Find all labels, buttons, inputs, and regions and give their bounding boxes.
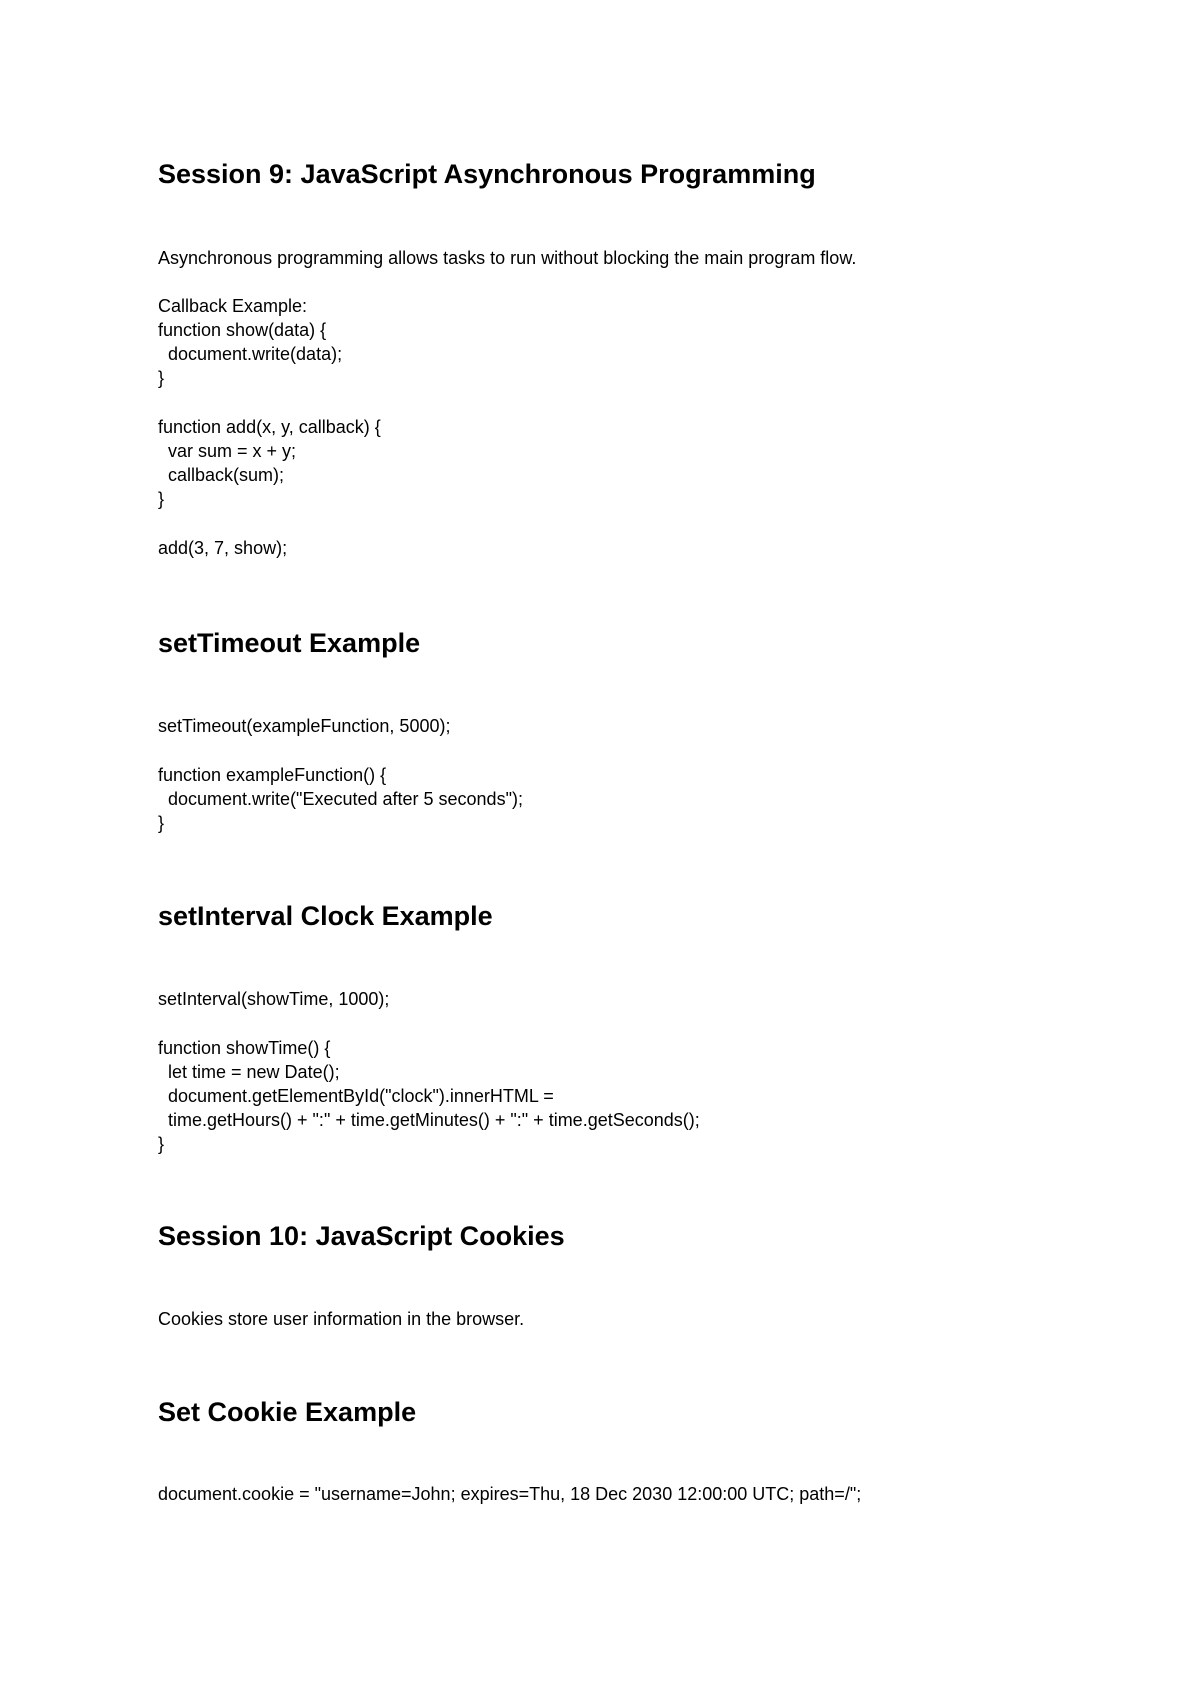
setinterval-heading: setInterval Clock Example xyxy=(158,901,493,931)
code-line: } xyxy=(158,368,165,388)
code-line: function show(data) { xyxy=(158,320,327,340)
code-line: document.cookie = "username=John; expires=Thu, 18 Dec 2030 12:00:00 UTC; path=/"; xyxy=(158,1484,862,1504)
code-line: add(3, 7, show); xyxy=(158,538,288,558)
code-line: } xyxy=(158,813,165,833)
code-line: var sum = x + y; xyxy=(158,441,297,461)
session-10-intro: Cookies store user information in the browser. xyxy=(158,1309,525,1329)
code-line: document.getElementById("clock").innerHTML = xyxy=(158,1086,554,1106)
code-line: } xyxy=(158,1134,165,1154)
code-line: function showTime() { xyxy=(158,1038,331,1058)
settimeout-heading: setTimeout Example xyxy=(158,628,421,658)
session-9-heading: Session 9: JavaScript Asynchronous Programming xyxy=(158,159,816,189)
code-line: time.getHours() + ":" + time.getMinutes() + ":" + time.getSeconds(); xyxy=(158,1110,700,1130)
set-cookie-heading: Set Cookie Example xyxy=(158,1397,417,1427)
session-9-intro: Asynchronous programming allows tasks to run without blocking the main program flow. xyxy=(158,248,857,268)
code-line: function add(x, y, callback) { xyxy=(158,417,381,437)
code-line: setTimeout(exampleFunction, 5000); xyxy=(158,716,451,736)
code-line: } xyxy=(158,489,165,509)
code-line: let time = new Date(); xyxy=(158,1062,340,1082)
code-line: callback(sum); xyxy=(158,465,285,485)
code-line: document.write(data); xyxy=(158,344,343,364)
code-line: function exampleFunction() { xyxy=(158,765,387,785)
session-10-heading: Session 10: JavaScript Cookies xyxy=(158,1221,565,1251)
code-line: setInterval(showTime, 1000); xyxy=(158,989,390,1009)
callback-example-label: Callback Example: xyxy=(158,296,308,316)
code-line: document.write("Executed after 5 seconds"); xyxy=(158,789,523,809)
